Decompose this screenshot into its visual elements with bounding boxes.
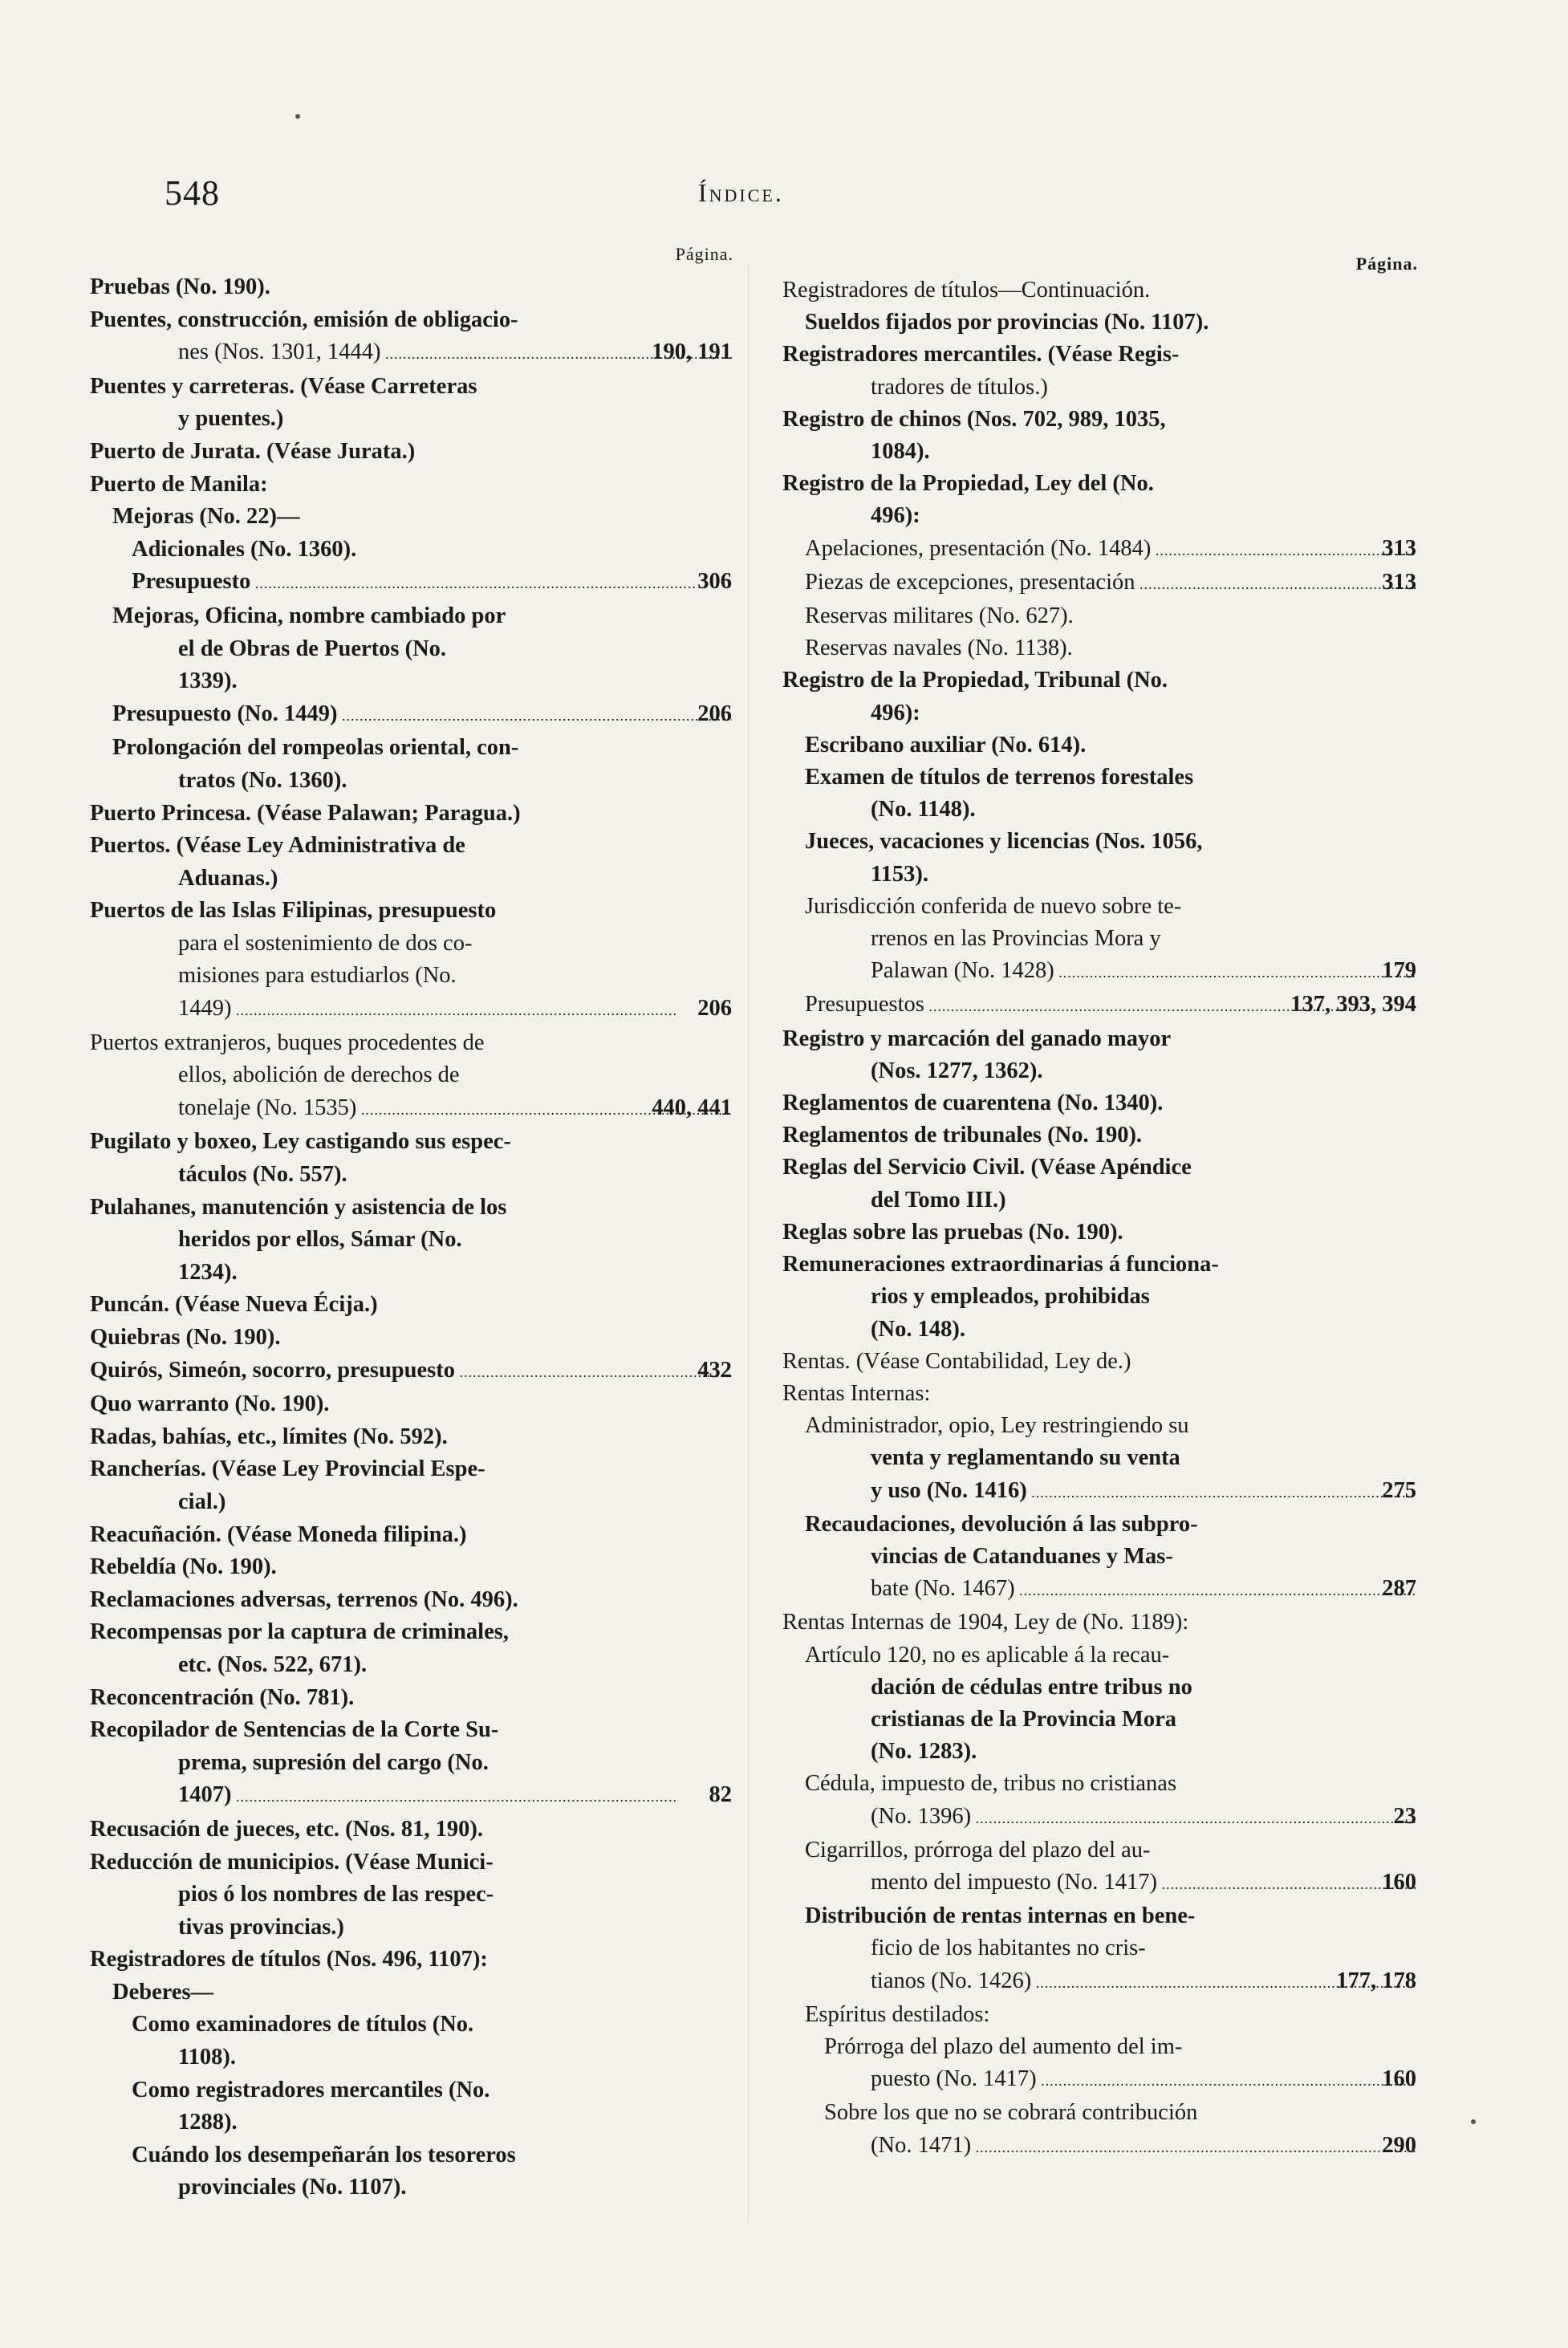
index-entries-right	[782, 274, 1416, 2163]
index-entry	[90, 1814, 732, 1846]
index-entry-text: Artículo 120, no es aplicable á la recau-	[805, 1642, 1170, 1668]
index-entry-text: Rentas Internas:	[782, 1380, 931, 1406]
index-entry	[90, 2074, 732, 2107]
index-entry-text: para el sostenimiento de dos co-	[178, 930, 473, 956]
index-entry	[90, 960, 732, 993]
index-entry	[782, 1867, 1416, 1900]
index-entry	[782, 468, 1416, 500]
index-entry-text: 1108).	[178, 2045, 237, 2070]
index-entry	[782, 533, 1416, 567]
index-entry-text: Registro de chinos (Nos. 702, 989, 1035,	[782, 406, 1166, 432]
index-entry	[782, 1932, 1416, 1964]
index-entry	[90, 698, 732, 733]
index-entry-page: 440, 441	[652, 1095, 732, 1120]
index-entry	[90, 1519, 732, 1552]
index-entry-text: 1084).	[871, 439, 930, 465]
index-entry-text: Mejoras (No. 22)—	[112, 504, 300, 530]
index-entry-text: Presupuestos .....	[805, 992, 1370, 1017]
index-entry	[782, 1217, 1416, 1249]
index-entry-text: Reglas del Servicio Civil. (Véase Apéndice	[782, 1155, 1192, 1180]
index-entry	[90, 798, 732, 831]
index-entry-text: (No. 148).	[871, 1316, 965, 1342]
index-entry	[90, 1059, 732, 1092]
index-entry-text: Palawan (No. 1428) .....	[871, 958, 1416, 983]
index-entry-page: 23	[1393, 1803, 1416, 1829]
index-entry-text: Reglamentos de tribunales (No. 190).	[782, 1123, 1143, 1148]
index-entry-text: Cédula, impuesto de, tribus no cristianas	[805, 1771, 1177, 1797]
index-entry	[90, 665, 732, 698]
index-entry-text: misiones para estudiarlos (No.	[178, 963, 457, 989]
index-entry	[782, 1999, 1416, 2031]
index-entry	[782, 826, 1416, 858]
index-entry-text: Registradores de títulos—Continuación.	[782, 278, 1151, 303]
index-entry-text: Prórroga del plazo del aumento del im-	[824, 2033, 1183, 2059]
index-entry-page: 275	[1382, 1477, 1416, 1503]
index-entry	[782, 404, 1416, 436]
index-entry-page: 160	[1382, 2066, 1416, 2092]
index-entry	[782, 1410, 1416, 1442]
index-entry-text: Rebeldía (No. 190).	[90, 1554, 277, 1580]
index-entry	[782, 1736, 1416, 1768]
index-entry	[90, 1257, 732, 1290]
index-entry	[90, 1616, 732, 1649]
index-entry-text: Presupuesto (No. 1449) .....	[112, 701, 732, 726]
index-entry-text: Puertos extranjeros, buques procedentes de	[90, 1030, 485, 1055]
index-entry-text: Recopilador de Sentencias de la Corte Su-	[90, 1717, 499, 1743]
index-entry	[782, 697, 1416, 729]
index-entry	[782, 729, 1416, 762]
index-entry-text: tianos (No. 1426) .....	[871, 1968, 1416, 1993]
index-entry-text: rios y empleados, prohibidas	[871, 1284, 1150, 1310]
index-entry-text: Quirós, Simeón, socorro, presupuesto .....	[90, 1358, 732, 1383]
index-entry	[782, 567, 1416, 600]
index-entry-text: provinciales (No. 1107).	[178, 2175, 407, 2200]
index-entry	[90, 765, 732, 798]
index-entry-text: Pugilato y boxeo, Ley castigando sus espec-	[90, 1129, 511, 1155]
index-entry-page: 306	[697, 569, 732, 595]
index-entry	[782, 2063, 1416, 2097]
index-entry-page: 82	[709, 1782, 732, 1808]
index-entry	[782, 1672, 1416, 1704]
index-entry-text: Registradores mercantiles. (Véase Regis-	[782, 342, 1180, 368]
index-entry	[782, 2097, 1416, 2129]
index-entry-page: 313	[1382, 569, 1416, 595]
index-entry	[90, 1682, 732, 1715]
index-entry-text: Puentes, construcción, emisión de obligacio-	[90, 307, 518, 332]
index-entry	[782, 600, 1416, 632]
index-entry-text: vincias de Catanduanes y Mas-	[871, 1543, 1173, 1569]
index-entry-text: pios ó los nombres de las respec-	[178, 1882, 494, 1907]
index-entry-text: Puertos. (Véase Ley Administrativa de	[90, 833, 465, 859]
index-entry-text: Espíritus destilados:	[805, 2001, 990, 2027]
index-entry-page: 177, 178	[1336, 1968, 1416, 1993]
index-entry	[90, 1027, 732, 1060]
index-entry-text: Recusación de jueces, etc. (Nos. 81, 190).	[90, 1816, 483, 1842]
index-entry-text: Puertos de las Islas Filipinas, presupuesto	[90, 898, 497, 924]
index-entry-text: rrenos en las Provincias Mora y	[871, 926, 1161, 952]
index-entry	[90, 1714, 732, 1747]
index-entry-text: (Nos. 1277, 1362).	[871, 1058, 1043, 1083]
index-entry	[90, 895, 732, 928]
index-entry-text: Rentas Internas de 1904, Ley de (No. 1189):	[782, 1610, 1189, 1635]
index-entry-text: Pulahanes, manutención y asistencia de los	[90, 1194, 507, 1220]
index-entry-page: 432	[697, 1357, 732, 1383]
index-entry	[782, 762, 1416, 794]
page-number: 548	[165, 173, 220, 213]
index-entry-text: tratos (No. 1360).	[178, 767, 347, 793]
index-entry	[782, 1801, 1416, 1834]
index-entry	[782, 859, 1416, 891]
index-entry-page: 160	[1382, 1869, 1416, 1895]
index-entry-text: Sueldos fijados por provincias (No. 1107).	[805, 310, 1209, 335]
index-entry	[782, 891, 1416, 923]
index-entry	[90, 1126, 732, 1159]
index-entry	[90, 993, 732, 1027]
index-entry	[90, 1289, 732, 1322]
index-entry	[782, 1055, 1416, 1087]
index-entry	[782, 1900, 1416, 1932]
index-entry-text: 1449) .....	[178, 996, 677, 1021]
index-entry	[782, 955, 1416, 989]
index-entry-text: Recaudaciones, devolución á las subpro-	[805, 1511, 1198, 1537]
index-entry-text: cristianas de la Provincia Mora	[871, 1706, 1177, 1732]
index-entry-text: Registro de la Propiedad, Tribunal (No.	[782, 668, 1168, 693]
index-entry-text: 1153).	[871, 861, 929, 887]
index-entry	[90, 1322, 732, 1355]
index-entry-text: Puerto de Jurata. (Véase Jurata.)	[90, 438, 416, 464]
index-entry	[90, 1092, 732, 1127]
index-entry-text: Apelaciones, presentación (No. 1484) .....	[805, 536, 1416, 561]
index-entry-text: 496):	[871, 700, 920, 725]
index-entry-text: Registro y marcación del ganado mayor	[782, 1026, 1172, 1051]
index-entry-text: Reducción de municipios. (Véase Munici-	[90, 1849, 494, 1875]
index-entry	[90, 1421, 732, 1454]
index-entry	[782, 307, 1416, 339]
index-entry	[782, 1442, 1416, 1474]
print-speck	[295, 114, 300, 119]
index-entry-text: tivas provincias.)	[178, 1914, 344, 1940]
index-entry	[90, 2009, 732, 2041]
index-entry-text: ellos, abolición de derechos de	[178, 1062, 460, 1088]
index-entry	[782, 1023, 1416, 1055]
index-entry	[782, 1965, 1416, 1999]
index-entry	[782, 1087, 1416, 1119]
index-entry	[90, 2171, 732, 2204]
index-entry	[782, 1607, 1416, 1639]
index-entry-text: prema, supresión del cargo (No.	[178, 1749, 489, 1775]
index-entry-text: Mejoras, Oficina, nombre cambiado por	[112, 603, 506, 628]
index-entry-text: Reclamaciones adversas, terrenos (No. 496).	[90, 1586, 518, 1612]
index-entry-page: 287	[1382, 1576, 1416, 1602]
index-entry-text: Puentes y carreteras. (Véase Carreteras	[90, 373, 477, 399]
index-entry-text: Radas, bahías, etc., límites (No. 592).	[90, 1424, 448, 1449]
index-entry-text: 496):	[871, 503, 920, 529]
index-entry-text: Aduanas.)	[178, 865, 278, 891]
index-entry-text: Remuneraciones extraordinarias á funciona-	[782, 1252, 1219, 1278]
index-entry	[782, 1346, 1416, 1378]
index-entry	[90, 1159, 732, 1192]
index-entry	[782, 2031, 1416, 2063]
index-entry	[782, 664, 1416, 697]
index-entry	[90, 1911, 732, 1944]
index-entry	[90, 1976, 732, 2009]
index-entry-text: etc. (Nos. 522, 671).	[178, 1651, 368, 1677]
index-entry	[90, 830, 732, 863]
index-entry	[782, 1119, 1416, 1152]
index-entry-text: Reglamentos de cuarentena (No. 1340).	[782, 1091, 1164, 1116]
index-entry-text: ficio de los habitantes no cris-	[871, 1936, 1146, 1961]
index-entry-text: Distribución de rentas internas en bene-	[805, 1903, 1196, 1929]
index-entry-text: Rentas. (Véase Contabilidad, Ley de.)	[782, 1348, 1131, 1374]
index-entry-text: Piezas de excepciones, presentación .....	[805, 570, 1416, 595]
print-speck	[1471, 2119, 1476, 2124]
page-title: Índice.	[698, 178, 784, 207]
index-entry-text: puesto (No. 1417) .....	[871, 2066, 1416, 2091]
index-entry	[90, 732, 732, 765]
index-entry-text: 1339).	[178, 668, 238, 694]
index-entry	[90, 633, 732, 666]
index-entry	[90, 1944, 732, 1976]
index-entry-text: venta y reglamentando su venta	[871, 1445, 1180, 1471]
index-entry	[782, 2130, 1416, 2163]
index-entry-text: Cuándo los desempeñarán los tesoreros	[132, 2142, 516, 2167]
index-entry-text: heridos por ellos, Sámar (No.	[178, 1227, 462, 1253]
index-entry-text: Reglas sobre las pruebas (No. 190).	[782, 1219, 1123, 1245]
index-entry-text: y uso (No. 1416) .....	[871, 1478, 1416, 1503]
index-entry	[782, 1281, 1416, 1313]
page-column-heading: Página.	[675, 244, 733, 264]
index-entry-text: del Tomo III.)	[871, 1187, 1006, 1213]
index-entry-text: Rancherías. (Véase Ley Provincial Espe-	[90, 1456, 485, 1482]
index-entry	[782, 436, 1416, 468]
index-entry-text: Escribano auxiliar (No. 614).	[805, 732, 1087, 758]
index-entry	[782, 1834, 1416, 1867]
index-entry-text: 1407) .....	[178, 1782, 677, 1807]
index-entry-text: tonelaje (No. 1535) .....	[178, 1095, 732, 1120]
index-entry-text: Examen de títulos de terrenos forestales	[805, 765, 1194, 790]
index-entry-text: Como registradores mercantiles (No.	[132, 2077, 490, 2102]
index-entry-page: 137, 393, 394	[1290, 992, 1416, 1018]
index-entry-text: mento del impuesto (No. 1417) .....	[871, 1870, 1416, 1895]
index-entry-text: Puncán. (Véase Nueva Écija.)	[90, 1292, 378, 1318]
index-entry-text: y puentes.)	[178, 406, 284, 432]
index-entry-text: Presupuesto .....	[132, 569, 697, 594]
index-entry	[90, 1584, 732, 1617]
index-entry	[90, 1551, 732, 1584]
index-entry-text: Reservas navales (No. 1138).	[805, 636, 1073, 661]
index-entry	[90, 2139, 732, 2172]
index-entry-text: Puerto Princesa. (Véase Palawan; Paragua.)	[90, 800, 521, 826]
index-entry	[782, 500, 1416, 532]
index-entry	[90, 534, 732, 567]
index-entry	[90, 566, 732, 600]
index-entry-text: (No. 1283).	[871, 1739, 977, 1765]
index-entry-text: (No. 1396) .....	[871, 1804, 1416, 1829]
index-entry-text: el de Obras de Puertos (No.	[178, 636, 447, 661]
index-entry-text: Prolongación del rompeolas oriental, con-	[112, 735, 519, 761]
index-entry-page: 290	[1382, 2132, 1416, 2158]
index-entry-text: nes (Nos. 1301, 1444) .....	[178, 339, 732, 364]
index-entry-text: tradores de títulos.)	[871, 374, 1048, 400]
index-entry	[90, 1224, 732, 1257]
index-entry	[782, 339, 1416, 371]
index-entry	[90, 1846, 732, 1879]
index-entry-text: Quiebras (No. 190).	[90, 1325, 281, 1350]
index-entry	[90, 469, 732, 502]
index-entry	[782, 1509, 1416, 1541]
index-entry-text: bate (No. 1467) .....	[871, 1576, 1416, 1601]
index-entry	[90, 2041, 732, 2074]
index-entry	[782, 1639, 1416, 1672]
index-entry	[90, 928, 732, 961]
index-entry	[90, 1879, 732, 1911]
index-entry-text: Sobre los que no se cobrará contribución	[824, 2100, 1198, 2126]
index-entry-text: Recompensas por la captura de criminales,	[90, 1619, 509, 1645]
index-entry	[90, 1779, 732, 1814]
index-entry-text: 1288).	[178, 2110, 238, 2135]
index-entry-text: (No. 1471) .....	[871, 2133, 1416, 2158]
index-entries-left	[90, 271, 732, 2204]
index-entry	[782, 632, 1416, 664]
index-entry	[782, 1573, 1416, 1607]
index-entry	[782, 1704, 1416, 1736]
index-entry	[90, 304, 732, 337]
index-entry	[782, 1541, 1416, 1573]
index-entry-text: Como examinadores de títulos (No.	[132, 2012, 474, 2037]
index-entry-text: Jurisdicción conferida de nuevo sobre te-	[805, 893, 1182, 919]
index-entry	[90, 436, 732, 469]
index-entry	[782, 1475, 1416, 1509]
index-entry-text: Registradores de títulos (Nos. 496, 1107):	[90, 1947, 488, 1972]
index-entry	[782, 923, 1416, 955]
index-entry	[90, 1747, 732, 1780]
index-entry	[90, 2106, 732, 2139]
index-entry	[782, 794, 1416, 826]
index-entry	[90, 600, 732, 633]
index-entry-text: Adicionales (No. 1360).	[132, 536, 357, 562]
column-divider	[748, 265, 749, 2223]
index-entry-text: Registro de la Propiedad, Ley del (No.	[782, 471, 1154, 497]
index-entry	[782, 1768, 1416, 1800]
index-entry-text: dación de cédulas entre tribus no	[871, 1674, 1192, 1700]
index-entry-text: Cigarrillos, prórroga del plazo del au-	[805, 1837, 1151, 1863]
index-entry-page: 313	[1382, 535, 1416, 561]
index-entry	[90, 863, 732, 896]
index-entry	[782, 1184, 1416, 1217]
index-entry	[782, 1314, 1416, 1346]
index-entry	[90, 1486, 732, 1519]
index-entry	[782, 274, 1416, 307]
index-entry-text: Reservas militares (No. 627).	[805, 603, 1074, 629]
index-entry	[90, 403, 732, 436]
index-entry	[90, 336, 732, 371]
index-entry	[90, 371, 732, 404]
index-entry-page: 206	[697, 996, 732, 1022]
index-entry-text: cial.)	[178, 1489, 226, 1514]
index-entry-page: 206	[697, 701, 732, 726]
index-entry-text: (No. 1148).	[871, 797, 976, 823]
page-column-heading: Página.	[1355, 254, 1418, 274]
index-entry	[90, 1192, 732, 1225]
index-entry-text: Reacuñación. (Véase Moneda filipina.)	[90, 1521, 467, 1547]
index-entry-page: 179	[1382, 958, 1416, 984]
index-entry	[90, 1649, 732, 1682]
index-entry-page: 190, 191	[652, 339, 732, 365]
index-entry-text: Administrador, opio, Ley restringiendo su	[805, 1413, 1189, 1439]
index-entry	[782, 1152, 1416, 1184]
index-entry	[782, 372, 1416, 404]
index-entry	[782, 989, 1416, 1022]
index-entry	[90, 1453, 732, 1486]
index-entry	[90, 1355, 732, 1389]
index-entry	[90, 501, 732, 534]
index-entry-text: Quo warranto (No. 190).	[90, 1391, 330, 1417]
index-entry	[782, 1378, 1416, 1410]
index-entry	[90, 1388, 732, 1421]
index-entry-text: 1234).	[178, 1259, 238, 1285]
index-entry-text: Deberes—	[112, 1979, 214, 2005]
index-entry	[90, 271, 732, 304]
index-entry-text: Reconcentración (No. 781).	[90, 1684, 355, 1710]
index-entry-text: táculos (No. 557).	[178, 1162, 347, 1188]
index-entry-text: Jueces, vacaciones y licencias (Nos. 1056,	[805, 829, 1203, 855]
index-entry-text: Puerto de Manila:	[90, 471, 268, 497]
index-entry-text: Pruebas (No. 190).	[90, 274, 270, 299]
index-entry	[782, 1249, 1416, 1281]
